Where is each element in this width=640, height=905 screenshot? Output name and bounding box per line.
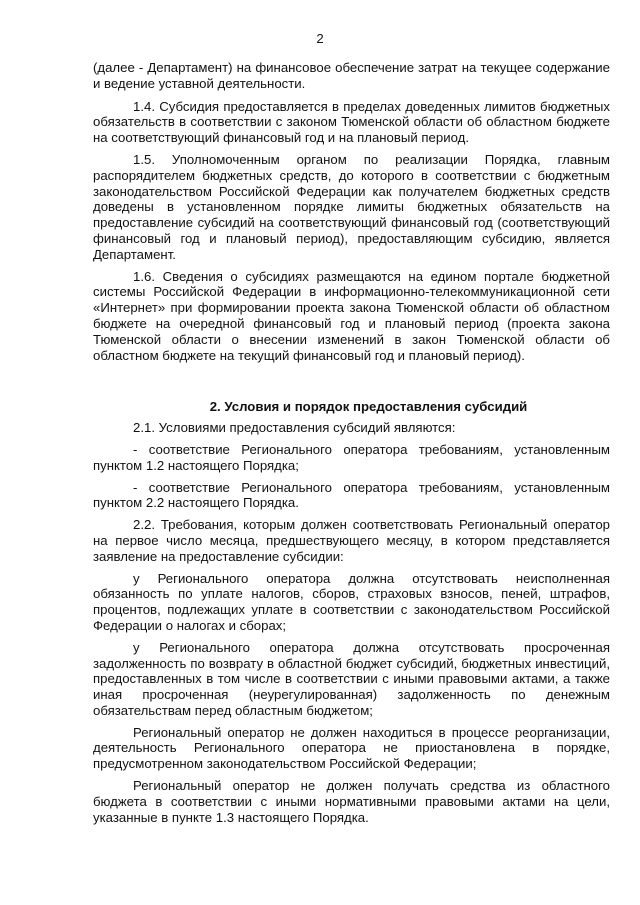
- requirement-reorganization: Региональный оператор не должен находиться в процессе реорганизации, деятельность Регионального оператора не приостановлена в порядке, предусмотренном законодательством Российской Федерации;: [93, 724, 610, 772]
- requirement-debt: у Регионального оператора должна отсутствовать просроченная задолженность по возврату в областной бюджет субсидий, бюджетных инвестиций, предоставленных в том числе в соответствии с иными правовыми актами, а также иная просроченная (неурегулированная) задолженность по денежным обязательствам перед областным бюджетом;: [93, 639, 610, 718]
- document-body: [93, 60, 610, 831]
- list-item-condition-1: - соответствие Регионального оператора требованиям, установленным пунктом 1.2 настоящего Порядка;: [93, 441, 610, 473]
- requirement-taxes: у Регионального оператора должна отсутствовать неисполненная обязанность по уплате налогов, сборов, страховых взносов, пеней, штрафов, процентов, подлежащих уплате в соответствии с законодательством Российской Федерации о налогах и сборах;: [93, 570, 610, 633]
- requirement-other-funds: Региональный оператор не должен получать средства из областного бюджета в соответствии с иными нормативными правовыми актами на цели, указанные в пункте 1.3 настоящего Порядка.: [93, 778, 610, 825]
- paragraph-2-2: 2.2. Требования, которым должен соответствовать Региональный оператор на первое число месяца, предшествующего месяцу, в котором представляется заявление на предоставление субсидии:: [93, 517, 610, 564]
- paragraph-intro: (далее - Департамент) на финансовое обеспечение затрат на текущее содержание и ведение уставной деятельности.: [93, 60, 610, 91]
- paragraph-2-1: 2.1. Условиями предоставления субсидий являются:: [133, 420, 456, 436]
- paragraph-1-6: 1.6. Сведения о субсидиях размещаются на едином портале бюджетной системы Российской Федерации в информационно-телекоммуникационной сети «Интернет» при формировании проекта закона Тюменской области об областном бюджете на очередной финансовый год и плановый период (проекта закона Тюменской области о внесении изменений в закон Тюменской области об областном бюджете на текущий финансовый год и плановый период).: [93, 268, 610, 363]
- list-item-condition-2: - соответствие Регионального оператора требованиям, установленным пунктом 2.2 настоящего Порядка.: [93, 479, 610, 511]
- section-heading: 2. Условия и порядок предоставления субсидий: [209, 399, 528, 415]
- paragraph-1-5: 1.5. Уполномоченным органом по реализации Порядка, главным распорядителем бюджетных средств, до которого в соответствии с бюджетным законодательством Российской Федерации как получателем бюджетных средств доведены в установленном порядке лимиты бюджетных обязательств на предоставление субсидий на соответствующий финансовый год (соответствующий финансовый год и плановый период), предоставляющим субсидию, является Департамент.: [93, 151, 610, 262]
- paragraph-1-4: 1.4. Субсидия предоставляется в пределах доведенных лимитов бюджетных обязательств в соответствии с законом Тюменской области об областном бюджете на соответствующий финансовый год и на плановый период.: [93, 98, 610, 146]
- page-number: 2: [316, 31, 324, 46]
